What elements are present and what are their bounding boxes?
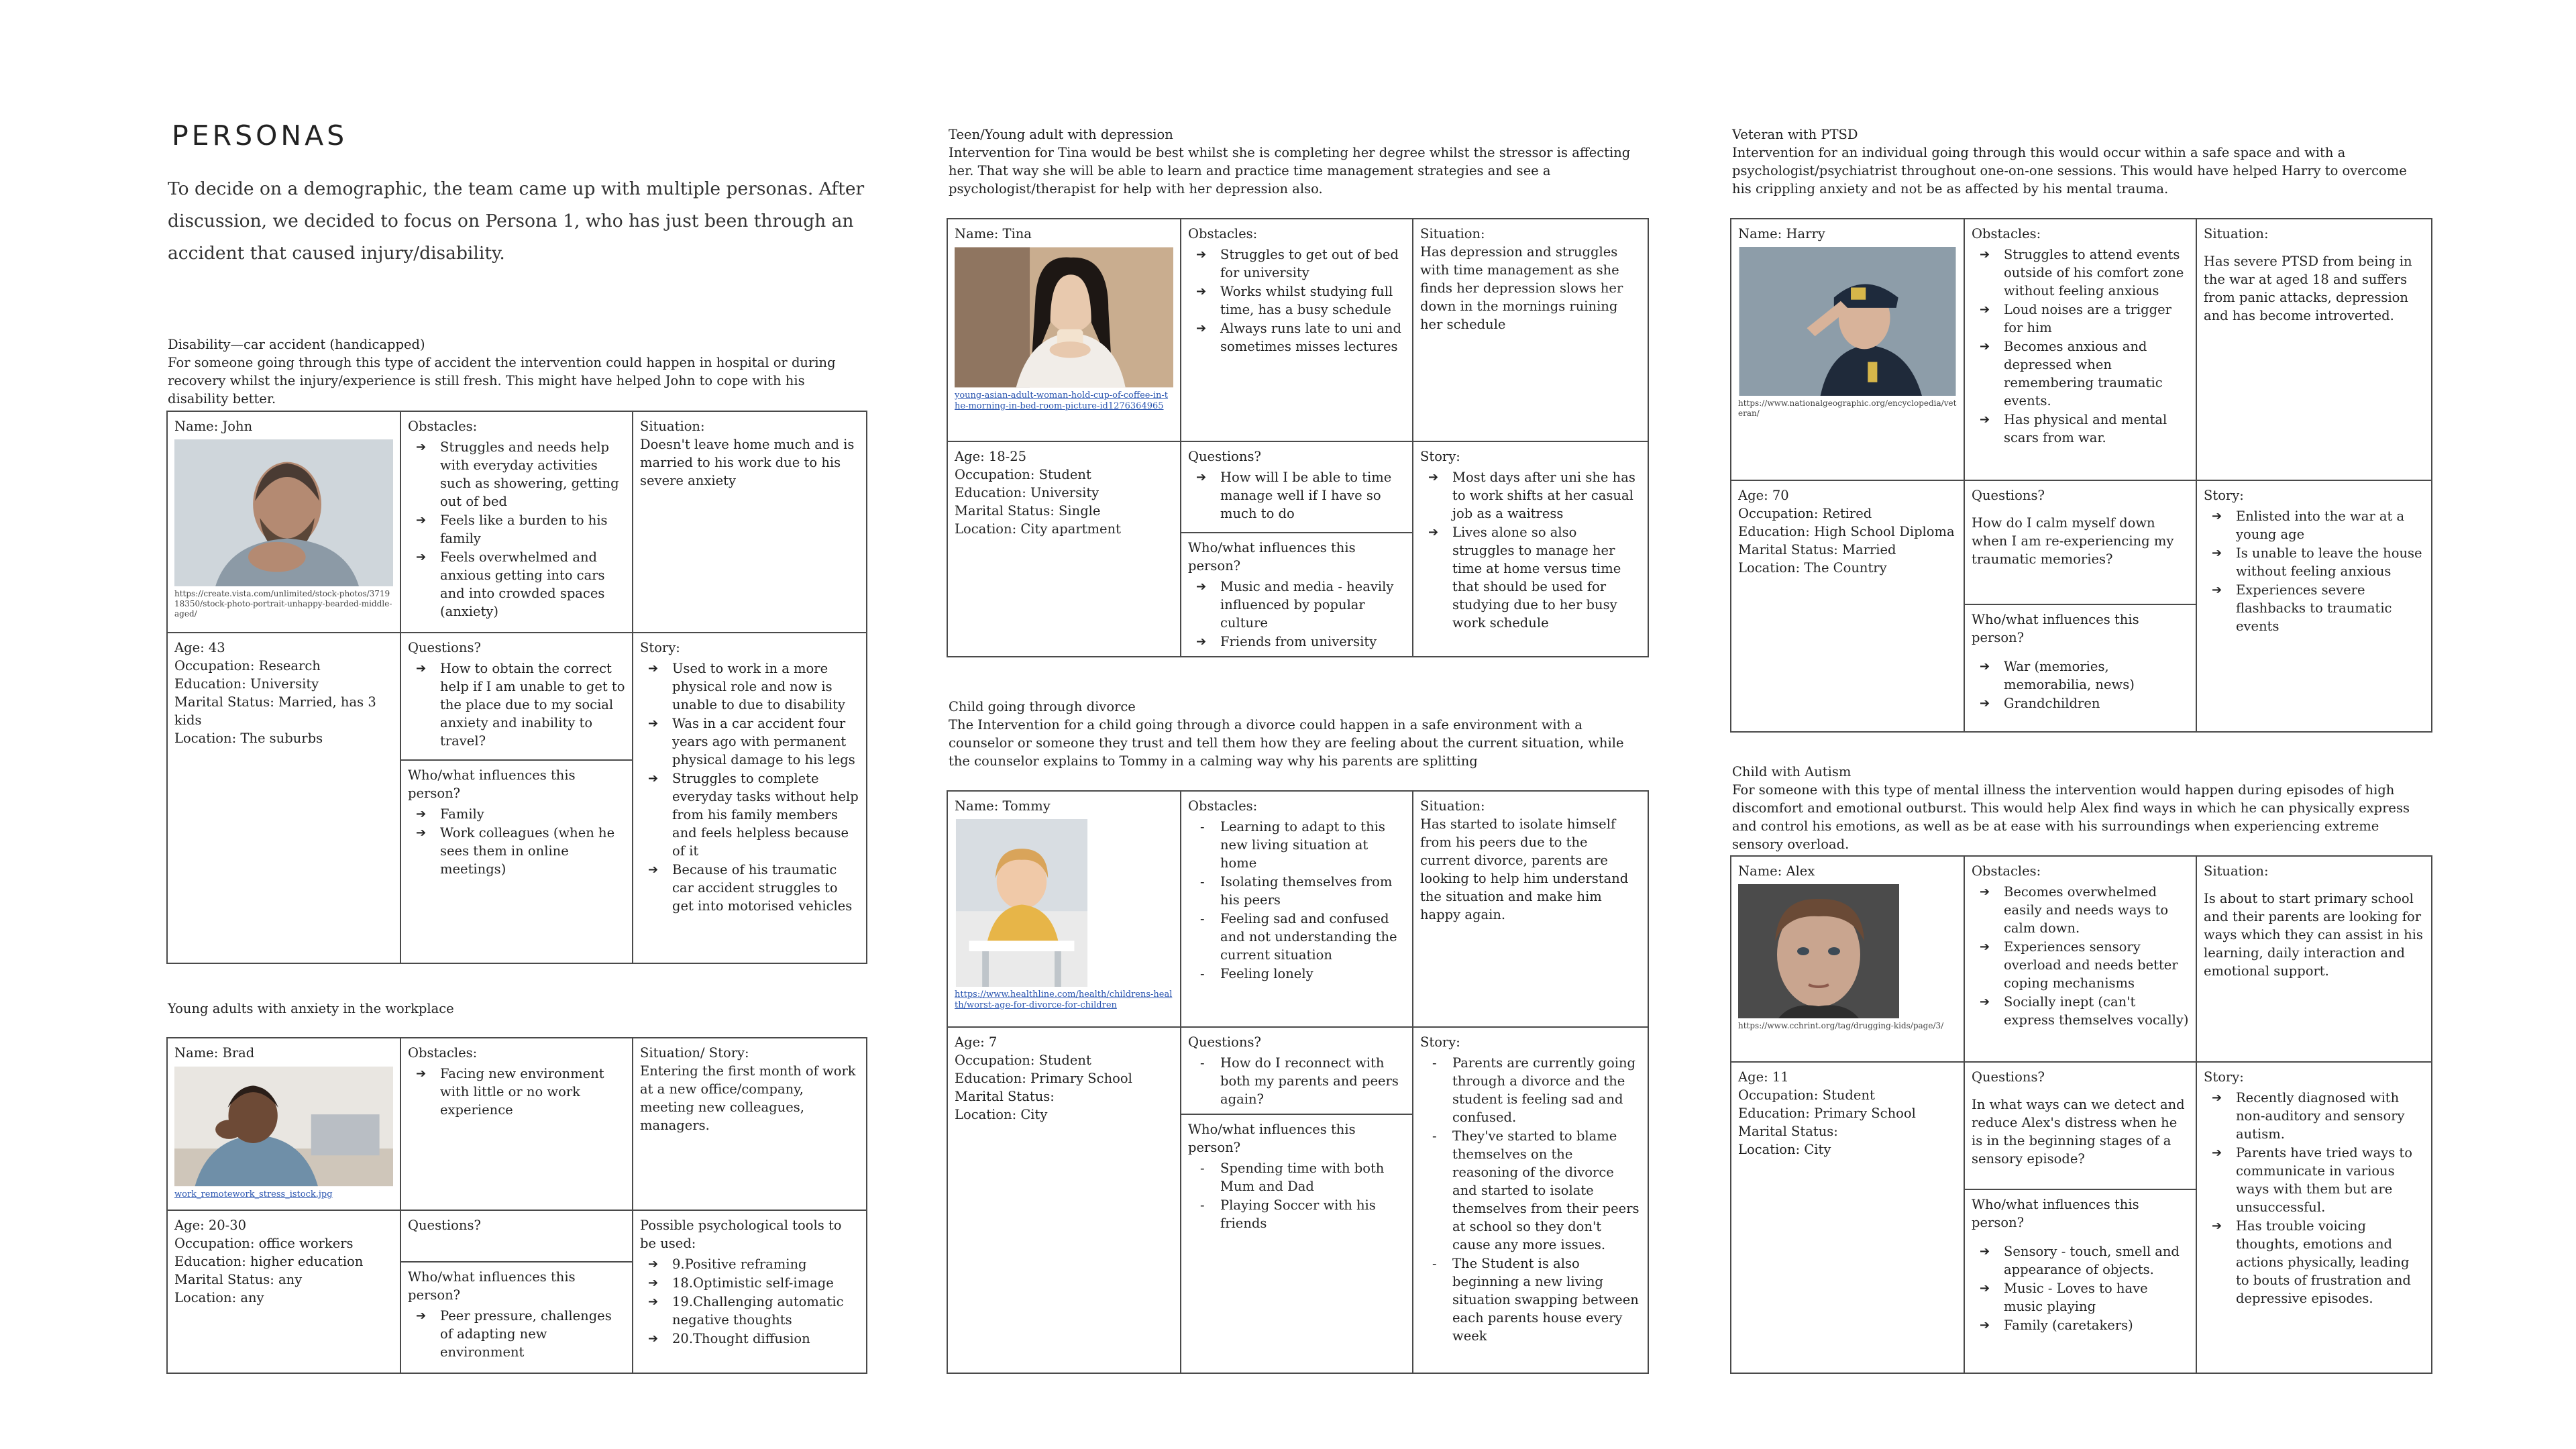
obstacle-item: ➔ Becomes anxious and depressed when remembering traumatic events.: [2004, 337, 2189, 410]
story-item: ➔ Has trouble voicing thoughts, emotions and actions physically, leading to bouts of frustration and depressive episodes.: [2236, 1217, 2424, 1307]
brad-questions-cell: [400, 1210, 632, 1261]
tommy-description: The Intervention for a child going through a divorce could happen in a safe environment with a counselor or someone they trust and tell them how they are feeling about the current situation, while the counselor explains to Tommy in a calming way why his parents are splitting: [949, 717, 1624, 769]
tommy-photo: [955, 819, 1089, 987]
persona-card-tommy: [947, 790, 1649, 1374]
influences-label: Who/what influences this person?: [408, 767, 576, 801]
question-item: - How do I reconnect with both my parents and peers again?: [1220, 1054, 1405, 1108]
info-line: Location: City: [1738, 1142, 1831, 1157]
alex-influences-cell: [1964, 1189, 2196, 1373]
tommy-story-cell: [1412, 1026, 1648, 1373]
info-line: Marital Status: any: [174, 1272, 303, 1287]
situation-label: Situation:: [640, 419, 705, 434]
influence-item: ➔ Music - Loves to have music playing: [2004, 1279, 2189, 1316]
obstacles-label: Obstacles:: [1972, 863, 2041, 879]
question-item: ➔ How will I be able to time manage well if I have so much to do: [1220, 468, 1405, 523]
info-line: Occupation: Student: [955, 467, 1091, 482]
situation-text: Is about to start primary school and their parents are looking for ways which they can assist in his learning, daily interaction and emotional support.: [2204, 891, 2423, 979]
tina-influences-cell: [1180, 532, 1412, 656]
tommy-heading: Child going through divorce: [949, 699, 1136, 714]
persona-name: Name: Tommy: [955, 798, 1051, 814]
brad-obstacles-cell: [400, 1038, 632, 1210]
persona-name: Name: Brad: [174, 1045, 255, 1061]
situation-story-label: Situation/ Story:: [640, 1045, 749, 1061]
tommy-name-cell: [948, 792, 1180, 1026]
tina-heading: Teen/Young adult with depression: [949, 127, 1173, 142]
obstacles-label: Obstacles:: [1188, 798, 1258, 814]
info-line: Location: The Country: [1738, 560, 1887, 576]
story-item: - The Student is also beginning a new living situation swapping between each parents house every week: [1452, 1254, 1641, 1345]
situation-label: Situation:: [2204, 863, 2269, 879]
alex-story-cell: [2196, 1061, 2431, 1373]
situation-label: Situation:: [2204, 226, 2269, 241]
story-item: ➔ Is unable to leave the house without feeling anxious: [2236, 544, 2424, 580]
john-heading: Disability—car accident (handicapped): [168, 337, 425, 352]
story-item: ➔ Used to work in a more physical role and now is unable to due to disability: [672, 659, 859, 714]
intro-paragraph: To decide on a demographic, the team came up with multiple personas. After discussion, we decided to focus on Persona 1, who has just been through an accident that caused injury/disability.: [168, 178, 865, 264]
influences-label: Who/what influences this person?: [1188, 540, 1356, 574]
questions-label: Questions?: [1188, 449, 1261, 464]
brad-tools-cell: [632, 1210, 866, 1373]
obstacle-item: ➔ Has physical and mental scars from war.: [2004, 411, 2189, 447]
tina-photo: [955, 247, 1173, 388]
questions-label: Questions?: [1972, 1069, 2045, 1085]
harry-story-cell: [2196, 480, 2431, 731]
page-title: PERSONAS: [172, 119, 348, 152]
tina-name-cell: [948, 219, 1180, 441]
info-line: Location: The suburbs: [174, 731, 323, 746]
persona-name: Name: Tina: [955, 226, 1032, 241]
brad-heading: Young adults with anxiety in the workplace: [168, 1001, 454, 1016]
influences-label: Who/what influences this person?: [1188, 1122, 1356, 1155]
influence-item: ➔ Friends from university: [1220, 633, 1405, 651]
alex-heading: Child with Autism: [1732, 764, 1851, 780]
tina-obstacles-cell: [1180, 219, 1412, 441]
info-line: Location: any: [174, 1290, 264, 1305]
obstacles-label: Obstacles:: [408, 1045, 478, 1061]
harry-photo-link[interactable]: https://www.nationalgeographic.org/encyclopedia/veteran/: [1738, 398, 1957, 418]
story-item: ➔ Enlisted into the war at a young age: [2236, 507, 2424, 543]
situation-label: Situation:: [1420, 798, 1485, 814]
info-line: Education: University: [174, 676, 319, 692]
tommy-obstacles-cell: [1180, 792, 1412, 1026]
tommy-photo-link[interactable]: https://www.healthline.com/health/childrens-health/worst-age-for-divorce-for-children: [955, 989, 1173, 1010]
influence-item: ➔ Peer pressure, challenges of adapting new environment: [440, 1307, 625, 1361]
obstacle-item: ➔ Experiences sensory overload and needs better coping mechanisms: [2004, 938, 2189, 992]
tina-info-cell: [948, 441, 1180, 656]
questions-label: Questions?: [408, 1218, 481, 1233]
info-line: Location: City: [955, 1107, 1048, 1122]
info-line: Age: 20-30: [174, 1218, 247, 1233]
obstacles-label: Obstacles:: [1188, 226, 1258, 241]
obstacle-item: - Feeling sad and confused and not understanding the current situation: [1220, 910, 1405, 964]
brad-info-cell: [168, 1210, 400, 1373]
situation-text: Entering the first month of work at a new office/company, meeting new colleagues, managers.: [640, 1063, 856, 1133]
john-questions-cell: [400, 632, 632, 759]
info-line: Marital Status:: [955, 1089, 1055, 1104]
info-line: Location: City apartment: [955, 521, 1121, 537]
alex-situation-cell: [2196, 857, 2431, 1061]
tina-photo-link[interactable]: young-asian-adult-woman-hold-cup-of-coffee-in-the-morning-in-bed-room-picture-id1276364965: [955, 390, 1169, 411]
harry-description: Intervention for an individual going through this would occur within a safe space and with a psychologist/psychiatrist throughout one-on-one sessions. This would have helped Harry to overcome his crippling anxiety and not be as affected by his mental trauma.: [1732, 145, 2407, 197]
john-story-cell: [632, 632, 866, 964]
story-label: Story:: [1420, 449, 1460, 464]
story-item: ➔ Most days after uni she has to work shifts at her casual job as a waitress: [1452, 468, 1641, 523]
influence-item: ➔ War (memories, memorabilia, news): [2004, 657, 2189, 694]
situation-label: Situation:: [1420, 226, 1485, 241]
harry-influences-cell: [1964, 604, 2196, 731]
john-photo: [174, 439, 393, 586]
tool-item: ➔ 9.Positive reframing: [672, 1255, 859, 1273]
harry-heading: Veteran with PTSD: [1732, 127, 1858, 142]
persona-card-tina: [947, 218, 1649, 657]
obstacle-item: ➔ Works whilst studying full time, has a busy schedule: [1220, 282, 1405, 319]
brad-photo-link[interactable]: work_remotework_stress_istock.jpg: [174, 1189, 333, 1199]
john-info-cell: [168, 632, 400, 964]
influence-item: ➔ Grandchildren: [2004, 694, 2189, 712]
john-influences-cell: [400, 759, 632, 964]
questions-label: Questions?: [408, 640, 481, 655]
info-line: Education: High School Diploma: [1738, 524, 1955, 539]
question-item: ➔ How to obtain the correct help if I am unable to get to the place due to my social anxiety and inability to travel?: [440, 659, 625, 750]
info-line: Education: Primary School: [1738, 1106, 1916, 1121]
alex-description: For someone with this type of mental illness the intervention would happen during episodes of high discomfort and emotional outburst. This would help Alex find ways in which he can physically express and control his emotions, as well as be at ease with his surroundings when experiencing extreme sensory overload.: [1732, 782, 2410, 852]
obstacle-item: ➔ Feels overwhelmed and anxious getting into cars and into crowded spaces (anxiety): [440, 548, 625, 621]
tool-item: ➔ 20.Thought diffusion: [672, 1330, 859, 1348]
obstacle-item: ➔ Struggles to get out of bed for university: [1220, 246, 1405, 282]
tommy-influences-cell: [1180, 1114, 1412, 1373]
info-line: Occupation: Student: [1738, 1087, 1875, 1103]
john-photo-source: https://create.vista.com/unlimited/stock-photos/371918350/stock-photo-portrait-unhappy-bearded-middle-aged/: [174, 589, 392, 619]
obstacle-item: ➔ Becomes overwhelmed easily and needs ways to calm down.: [2004, 883, 2189, 937]
situation-text: Has severe PTSD from being in the war at aged 18 and suffers from panic attacks, depression and has become introverted.: [2204, 254, 2412, 323]
obstacles-label: Obstacles:: [408, 419, 478, 434]
situation-text: Has started to isolate himself from his peers due to the current divorce, parents are looking to help him understand the situation and make him happy again.: [1420, 816, 1629, 922]
persona-card-harry: [1730, 218, 2432, 733]
john-description: For someone going through this type of accident the intervention could happen in hospital or during recovery whilst the injury/experience is still fresh. This might have helped John to cope with his disability better.: [168, 355, 836, 407]
info-line: Age: 43: [174, 640, 225, 655]
influence-item: ➔ Family (caretakers): [2004, 1316, 2189, 1334]
alex-name-cell: [1731, 857, 1964, 1061]
influences-label: Who/what influences this person?: [1972, 1197, 2139, 1230]
tina-situation-cell: [1412, 219, 1648, 441]
info-line: Age: 7: [955, 1034, 998, 1050]
story-item: ➔ Because of his traumatic car accident struggles to get into motorised vehicles: [672, 861, 859, 915]
obstacle-item: ➔ Socially inept (can't express themselves vocally): [2004, 993, 2189, 1029]
brad-name-cell: [168, 1038, 400, 1210]
obstacle-item: ➔ Facing new environment with little or no work experience: [440, 1065, 625, 1119]
alex-photo-link[interactable]: https://www.cchrint.org/tag/drugging-kids/page/3/: [1738, 1021, 1944, 1030]
obstacle-item: - Feeling lonely: [1220, 965, 1405, 983]
persona-card-alex: [1730, 855, 2432, 1374]
story-label: Story:: [1420, 1034, 1460, 1050]
tool-item: ➔ 19.Challenging automatic negative thoughts: [672, 1293, 859, 1329]
tools-label: Possible psychological tools to be used:: [640, 1218, 842, 1251]
info-line: Marital Status:: [1738, 1124, 1838, 1139]
influences-label: Who/what influences this person?: [408, 1269, 576, 1303]
persona-name: Name: John: [174, 419, 253, 434]
questions-label: Questions?: [1188, 1034, 1261, 1050]
info-line: Marital Status: Married, has 3 kids: [174, 694, 376, 728]
tommy-info-cell: [948, 1026, 1180, 1373]
info-line: Occupation: Research: [174, 658, 321, 674]
influence-item: ➔ Family: [440, 805, 625, 823]
story-item: ➔ Struggles to complete everyday tasks without help from his family members and feels helpless because of it: [672, 769, 859, 860]
brad-influences-cell: [400, 1261, 632, 1373]
story-item: ➔ Parents have tried ways to communicate in various ways with them but are unsuccessful.: [2236, 1144, 2424, 1216]
john-name-cell: [168, 412, 400, 632]
tina-questions-cell: [1180, 441, 1412, 532]
info-line: Marital Status: Single: [955, 503, 1101, 519]
questions-label: Questions?: [1972, 488, 2045, 503]
info-line: Occupation: Retired: [1738, 506, 1872, 521]
persona-name: Name: Harry: [1738, 226, 1825, 241]
harry-obstacles-cell: [1964, 219, 2196, 480]
alex-questions-cell: [1964, 1061, 2196, 1189]
tommy-situation-cell: [1412, 792, 1648, 1026]
obstacle-item: ➔ Struggles to attend events outside of his comfort zone without feeling anxious: [2004, 246, 2189, 300]
alex-obstacles-cell: [1964, 857, 2196, 1061]
question-text: How do I calm myself down when I am re-experiencing my traumatic memories?: [1972, 515, 2174, 567]
brad-photo: [174, 1066, 393, 1187]
tommy-questions-cell: [1180, 1026, 1412, 1114]
info-line: Marital Status: Married: [1738, 542, 1896, 557]
story-item: ➔ Lives alone so also struggles to manage her time at home versus time that should be used for studying due to her busy work schedule: [1452, 523, 1641, 632]
obstacle-item: ➔ Always runs late to uni and sometimes misses lectures: [1220, 319, 1405, 356]
influence-item: ➔ Music and media - heavily influenced by popular culture: [1220, 578, 1405, 632]
influence-item: - Playing Soccer with his friends: [1220, 1196, 1405, 1232]
story-label: Story:: [640, 640, 680, 655]
obstacle-item: - Isolating themselves from his peers: [1220, 873, 1405, 909]
tool-item: ➔ 18.Optimistic self-image: [672, 1274, 859, 1292]
story-item: - Parents are currently going through a divorce and the student is feeling sad and confused.: [1452, 1054, 1641, 1126]
info-line: Age: 18-25: [955, 449, 1027, 464]
persona-name: Name: Alex: [1738, 863, 1815, 879]
influence-item: ➔ Work colleagues (when he sees them in online meetings): [440, 824, 625, 878]
influence-item: ➔ Sensory - touch, smell and appearance of objects.: [2004, 1242, 2189, 1279]
obstacle-item: ➔ Feels like a burden to his family: [440, 511, 625, 547]
influences-label: Who/what influences this person?: [1972, 612, 2139, 645]
persona-card-john: [166, 411, 867, 964]
info-line: Age: 11: [1738, 1069, 1789, 1085]
situation-text: Has depression and struggles with time management as she finds her depression slows her down in the mornings ruining her schedule: [1420, 244, 1623, 332]
info-line: Occupation: office workers: [174, 1236, 354, 1251]
harry-photo: [1738, 247, 1957, 396]
alex-info-cell: [1731, 1061, 1964, 1373]
persona-card-brad: [166, 1037, 867, 1374]
question-text: In what ways can we detect and reduce Alex's distress when he is in the beginning stages of a sensory episode?: [1972, 1097, 2185, 1167]
info-line: Age: 70: [1738, 488, 1789, 503]
harry-name-cell: [1731, 219, 1964, 480]
situation-text: Doesn't leave home much and is married to his work due to his severe anxiety: [640, 437, 855, 488]
harry-situation-cell: [2196, 219, 2431, 480]
story-label: Story:: [2204, 1069, 2244, 1085]
harry-questions-cell: [1964, 480, 2196, 604]
info-line: Education: University: [955, 485, 1099, 500]
obstacle-item: ➔ Loud noises are a trigger for him: [2004, 301, 2189, 337]
story-item: ➔ Recently diagnosed with non-auditory and sensory autism.: [2236, 1089, 2424, 1143]
john-situation-cell: [632, 412, 866, 632]
info-line: Education: higher education: [174, 1254, 364, 1269]
obstacle-item: ➔ Struggles and needs help with everyday activities such as showering, getting out of bed: [440, 438, 625, 511]
tina-description: Intervention for Tina would be best whilst she is completing her degree whilst the stressor is affecting her. That way she will be able to learn and practice time management strategies and see a psychologist/therapist for help with her depression also.: [949, 145, 1631, 197]
harry-info-cell: [1731, 480, 1964, 731]
story-label: Story:: [2204, 488, 2244, 503]
brad-situation-cell: [632, 1038, 866, 1210]
john-obstacles-cell: [400, 412, 632, 632]
alex-photo: [1738, 884, 1899, 1018]
obstacle-item: - Learning to adapt to this new living situation at home: [1220, 818, 1405, 872]
story-item: ➔ Experiences severe flashbacks to traumatic events: [2236, 581, 2424, 635]
info-line: Occupation: Student: [955, 1053, 1091, 1068]
story-item: - They've started to blame themselves on the reasoning of the divorce and started to isolate themselves from their peers at school so they don't cause any more issues.: [1452, 1127, 1641, 1254]
story-item: ➔ Was in a car accident four years ago with permanent physical damage to his legs: [672, 714, 859, 769]
info-line: Education: Primary School: [955, 1071, 1132, 1086]
obstacles-label: Obstacles:: [1972, 226, 2041, 241]
influence-item: - Spending time with both Mum and Dad: [1220, 1159, 1405, 1195]
tina-story-cell: [1412, 441, 1648, 656]
